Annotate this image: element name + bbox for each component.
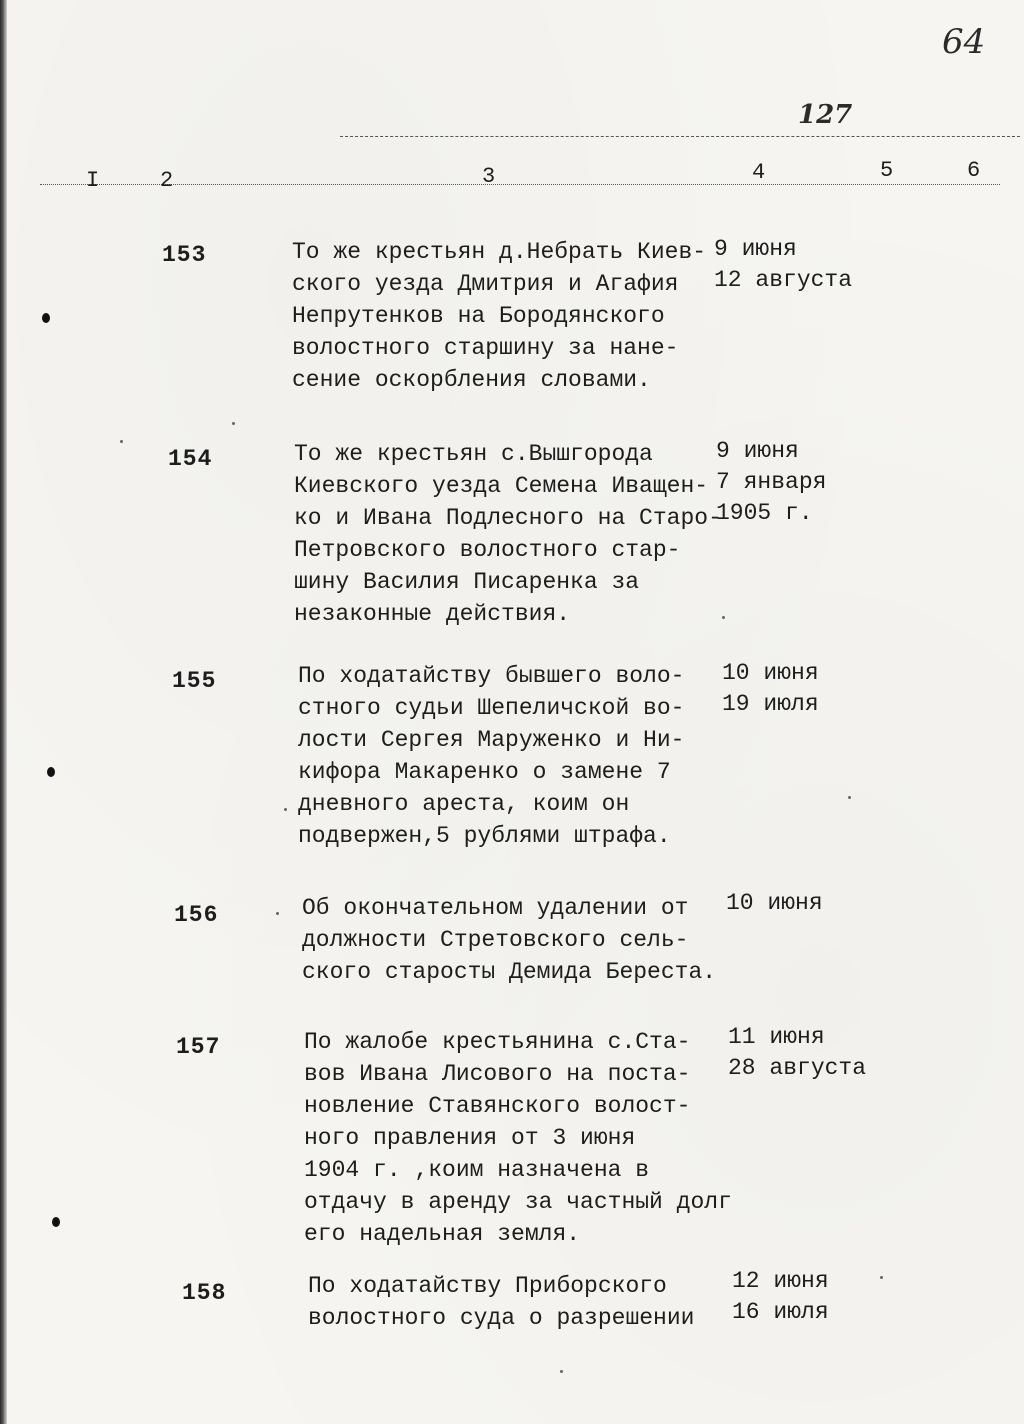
description-line: сение оскорбления словами.	[292, 367, 651, 393]
paper-speck	[848, 796, 851, 799]
entry-description	[294, 438, 722, 630]
description-line: 1904 г. ,коим назначена в	[304, 1157, 650, 1183]
description-line: отдачу в аренду за частный долг	[304, 1189, 732, 1215]
description-line: его надельная земля.	[304, 1221, 581, 1247]
description-line: лости Сергея Маруженко и Ни-	[298, 727, 685, 753]
entry-number: 156	[174, 902, 219, 928]
header-rule-top	[340, 136, 1020, 137]
column-header-6: 6	[967, 158, 981, 183]
description-line: По ходатайству бывшего воло-	[298, 663, 685, 689]
entry-dates	[716, 436, 826, 529]
entry-dates	[726, 888, 823, 919]
entry-number: 158	[182, 1280, 227, 1306]
description-line: должности Стретовского сель-	[302, 927, 689, 953]
date-line: 10 июня	[722, 660, 819, 686]
header-rule-bottom	[40, 184, 1000, 185]
description-line: волостного старшину за нане-	[292, 335, 679, 361]
date-line: 9 июня	[716, 438, 799, 464]
paper-speck	[560, 1370, 563, 1373]
folio-number: 64	[942, 22, 986, 62]
description-line: ского старосты Демида Береста.	[302, 959, 717, 985]
entry-dates	[714, 234, 852, 296]
paper-speck	[722, 616, 725, 619]
entry-dates	[728, 1022, 866, 1084]
punch-hole-1	[42, 313, 50, 323]
punch-hole-3	[52, 1217, 60, 1227]
description-line: ного правления от 3 июня	[304, 1125, 636, 1151]
description-line: Петровского волостного стар-	[294, 537, 681, 563]
date-line: 12 августа	[714, 267, 853, 293]
column-header-5: 5	[880, 158, 894, 183]
date-line: 7 января	[716, 469, 827, 495]
entry-dates	[732, 1266, 829, 1328]
description-line: стного судьи Шепеличской во-	[298, 695, 685, 721]
description-line: ского уезда Дмитрия и Агафия	[292, 271, 679, 297]
date-line: 19 июля	[722, 691, 819, 717]
entry-dates	[722, 658, 819, 720]
entry-number: 154	[168, 446, 213, 472]
date-line: 9 июня	[714, 236, 797, 262]
description-line: подвержен,5 рублями штрафа.	[298, 823, 671, 849]
paper-speck	[880, 1276, 883, 1279]
description-line: То же крестьян д.Небрать Киев-	[292, 239, 707, 265]
binding-edge	[0, 0, 7, 1424]
punch-hole-2	[47, 767, 55, 777]
date-line: 11 июня	[728, 1024, 825, 1050]
description-line: кифора Макаренко о замене 7	[298, 759, 671, 785]
entry-description	[302, 892, 716, 988]
date-line: 12 июня	[732, 1268, 829, 1294]
description-line: По жалобе крестьянина с.Ста-	[304, 1029, 691, 1055]
description-line: Об окончательном удалении от	[302, 895, 689, 921]
entry-number: 155	[172, 668, 217, 694]
description-line: По ходатайству Приборского	[308, 1273, 667, 1299]
date-line: 16 июля	[732, 1299, 829, 1325]
entry-number: 153	[162, 242, 207, 268]
description-line: вов Ивана Лисового на поста-	[304, 1061, 691, 1087]
column-header-2: 2	[160, 168, 174, 193]
paper-speck	[120, 440, 123, 443]
entry-description	[304, 1026, 732, 1250]
column-header-3: 3	[482, 164, 496, 189]
description-line: Непрутенков на Бородянского	[292, 303, 665, 329]
entry-description	[308, 1270, 694, 1334]
date-line: 10 июня	[726, 890, 823, 916]
page-number: 127	[798, 100, 853, 130]
description-line: незаконные действия.	[294, 601, 571, 627]
description-line: волостного суда о разрешении	[308, 1305, 695, 1331]
date-line: 28 августа	[728, 1055, 867, 1081]
paper-speck	[232, 422, 235, 425]
date-line: 1905 г.	[716, 500, 813, 526]
description-line: дневного ареста, коим он	[298, 791, 630, 817]
description-line: новление Ставянского волост-	[304, 1093, 691, 1119]
column-header-1: I	[86, 168, 100, 193]
column-header-4: 4	[752, 160, 766, 185]
entry-number: 157	[176, 1034, 221, 1060]
description-line: ко и Ивана Подлесного на Старо-	[294, 505, 722, 531]
entry-description	[298, 660, 684, 852]
entry-description	[292, 236, 706, 396]
description-line: шину Василия Писаренка за	[294, 569, 640, 595]
paper-speck	[276, 912, 279, 915]
description-line: Киевского уезда Семена Иващен-	[294, 473, 709, 499]
description-line: То же крестьян с.Вышгорода	[294, 441, 653, 467]
paper-speck	[284, 808, 287, 811]
